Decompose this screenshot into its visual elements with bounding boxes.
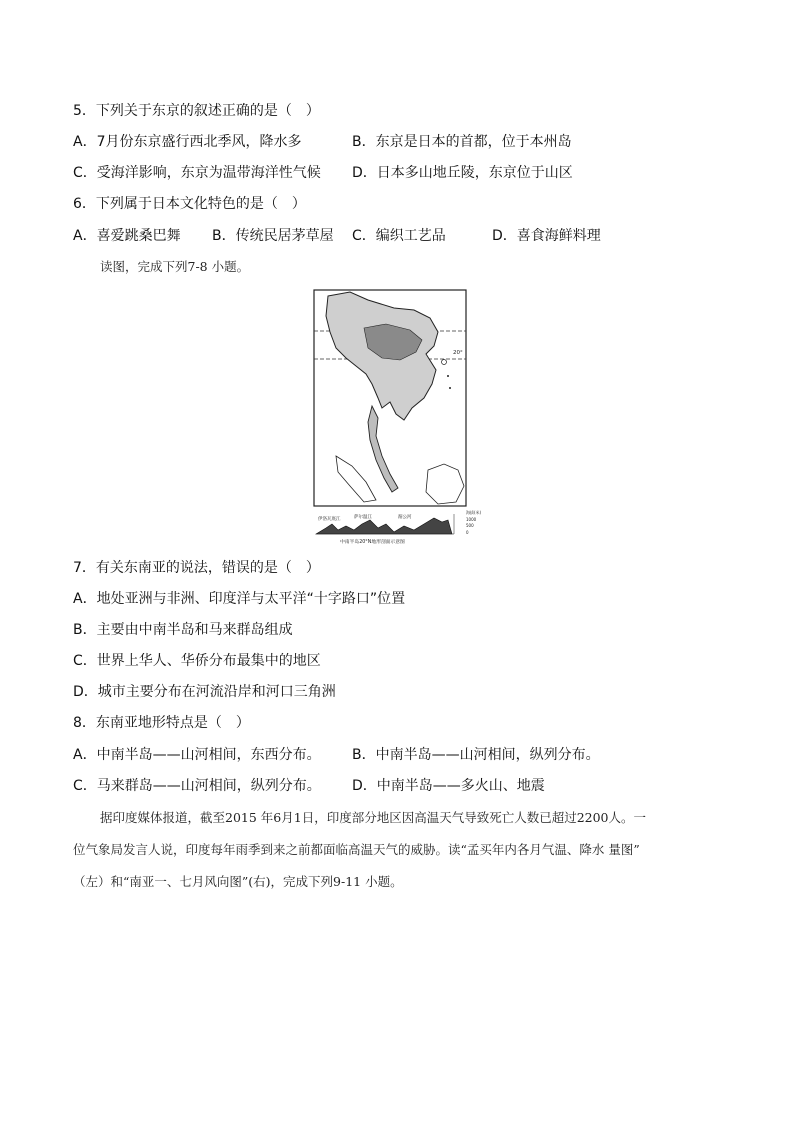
- river-label-mekong: 湄公河: [398, 515, 412, 520]
- elevation-500: 500: [466, 523, 474, 528]
- island-dot-small: [449, 387, 451, 389]
- q6-option-d: D．喜食海鲜料理: [492, 228, 601, 244]
- q5-option-d: D．日本多山地丘陵，东京位于山区: [352, 165, 573, 181]
- q6-option-a: A．喜爱跳桑巴舞: [73, 228, 181, 244]
- q8-option-c: C．马来群岛——山河相间，纵列分布。: [73, 778, 321, 794]
- q8-option-a: A．中南半岛——山河相间，东西分布。: [73, 747, 321, 763]
- q7-option-d: D．城市主要分布在河流沿岸和河口三角洲: [73, 684, 336, 700]
- q8-stem: 8．东南亚地形特点是（ ）: [73, 715, 250, 731]
- q8-option-d: D．中南半岛——多火山、地震: [352, 778, 545, 794]
- intro-7-8: 读图，完成下列7-8 小题。: [100, 259, 250, 274]
- q6-option-b: B．传统民居茅草屋: [212, 228, 334, 244]
- river-label-irrawaddy: 伊洛瓦底江: [318, 517, 341, 522]
- q5-option-a: A．7月份东京盛行西北季风，降水多: [73, 134, 302, 150]
- elevation-1000: 1000: [466, 517, 477, 522]
- intro-9-11-line2: 位气象局发言人说，印度每年雨季到来之前都面临高温天气的威胁。读“孟买年内各月气温、降水 量图”: [73, 842, 640, 857]
- q7-stem: 7．有关东南亚的说法，错误的是（ ）: [73, 560, 320, 576]
- q5-option-b: B．东京是日本的首都，位于本州岛: [352, 134, 572, 150]
- intro-9-11-line1: 据印度媒体报道，截至2015 年6月1日，印度部分地区因高温天气导致死亡人数已超过2200人。一: [100, 810, 647, 825]
- latitude-label: 20°: [453, 350, 463, 356]
- q7-option-a: A．地处亚洲与非洲、印度洋与太平洋“十字路口”位置: [73, 591, 406, 607]
- q7-option-b: B．主要由中南半岛和马来群岛组成: [73, 622, 293, 638]
- elevation-unit: 海拔(米): [466, 510, 482, 515]
- q6-option-c: C．编织工艺品: [352, 228, 446, 244]
- river-label-salween: 萨尔温江: [354, 515, 372, 520]
- island-dot-small: [447, 375, 449, 377]
- q8-option-b: B．中南半岛——山河相间，纵列分布。: [352, 747, 600, 763]
- intro-9-11-line3: （左）和“南亚一、七月风向图”(右)，完成下列9-11 小题。: [73, 874, 403, 889]
- q6-stem: 6．下列属于日本文化特色的是（ ）: [73, 196, 306, 212]
- profile-caption: 中南半岛20°N地形剖面示意图: [340, 540, 405, 545]
- elevation-0: 0: [466, 530, 469, 535]
- q5-option-c: C．受海洋影响，东京为温带海洋性气候: [73, 165, 321, 181]
- q7-option-c: C．世界上华人、华侨分布最集中的地区: [73, 653, 321, 669]
- southeast-asia-map-figure: [306, 288, 496, 546]
- q5-stem: 5．下列关于东京的叙述正确的是（ ）: [73, 103, 320, 119]
